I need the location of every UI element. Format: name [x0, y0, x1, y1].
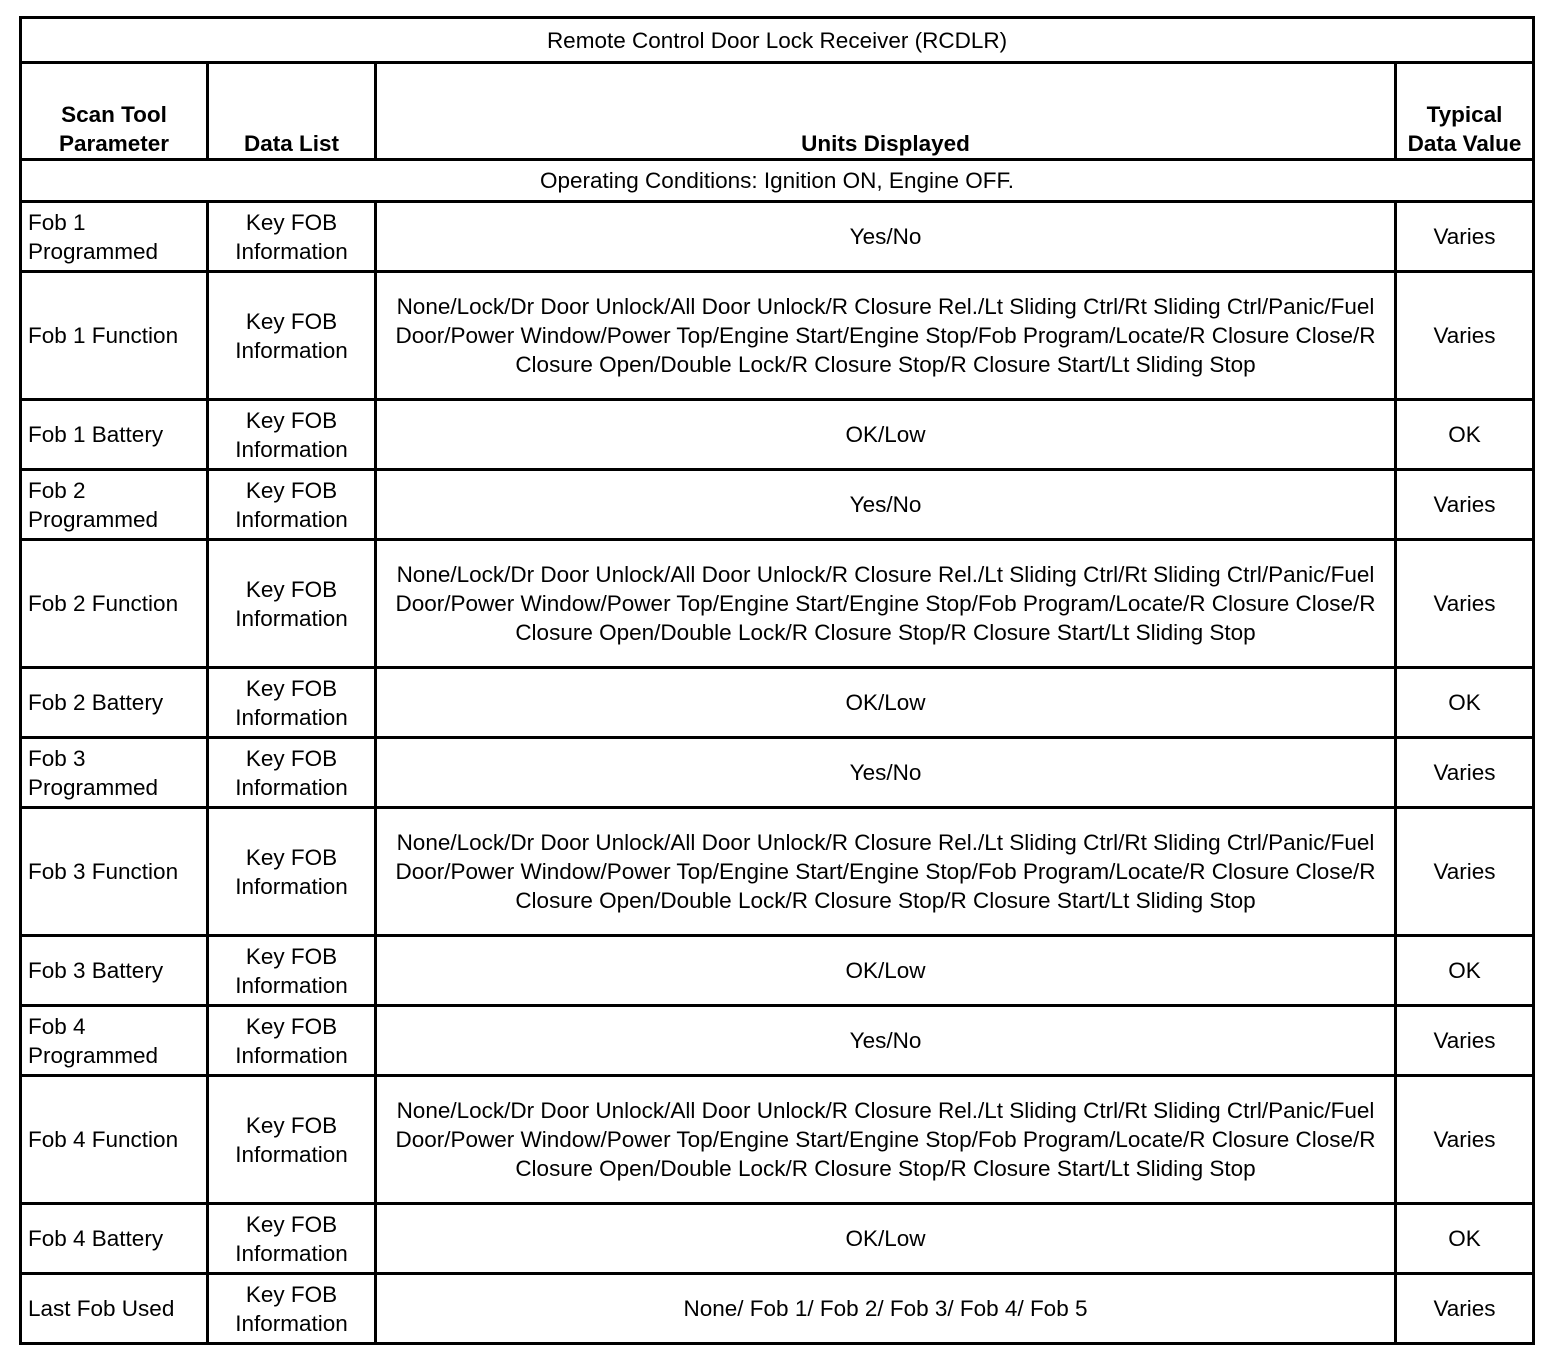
table-row: [21, 400, 1534, 470]
units-cell: None/Lock/Dr Door Unlock/All Door Unlock/R Closure Rel./Lt Sliding Ctrl/Rt Sliding Ctrl/Panic/Fuel Door/Power Window/Power Top/Engine Start/Engine Stop/Fob Program/Locate/R Closure Close/R Closure Open/Double Lock/R Closure Stop/R Closure Start/Lt Sliding Stop: [376, 1076, 1396, 1204]
units-cell: OK/Low: [376, 1204, 1396, 1274]
data-list-cell: Key FOB Information: [208, 668, 376, 738]
table-title: Remote Control Door Lock Receiver (RCDLR): [21, 18, 1534, 63]
data-list-cell: Key FOB Information: [208, 400, 376, 470]
typical-value-cell: Varies: [1396, 808, 1534, 936]
parameter-cell: Fob 2 Programmed: [21, 470, 208, 540]
table-row: [21, 1006, 1534, 1076]
units-cell: None/Lock/Dr Door Unlock/All Door Unlock/R Closure Rel./Lt Sliding Ctrl/Rt Sliding Ctrl/Panic/Fuel Door/Power Window/Power Top/Engine Start/Engine Stop/Fob Program/Locate/R Closure Close/R Closure Open/Double Lock/R Closure Stop/R Closure Start/Lt Sliding Stop: [376, 540, 1396, 668]
typical-value-cell: Varies: [1396, 1274, 1534, 1344]
table-row: [21, 1076, 1534, 1204]
data-list-cell: Key FOB Information: [208, 1006, 376, 1076]
typical-value-cell: Varies: [1396, 272, 1534, 400]
typical-value-cell: OK: [1396, 400, 1534, 470]
data-list-cell: Key FOB Information: [208, 470, 376, 540]
typical-value-cell: OK: [1396, 1204, 1534, 1274]
table-row: [21, 272, 1534, 400]
data-list-cell: Key FOB Information: [208, 540, 376, 668]
data-list-cell: Key FOB Information: [208, 1204, 376, 1274]
table-body: [21, 18, 1534, 1344]
table-row: [21, 202, 1534, 272]
rcdlr-data-table: [19, 16, 1535, 1345]
typical-value-cell: Varies: [1396, 1076, 1534, 1204]
parameter-cell: Fob 4 Battery: [21, 1204, 208, 1274]
parameter-cell: Fob 2 Function: [21, 540, 208, 668]
table-row: [21, 808, 1534, 936]
units-cell: None/ Fob 1/ Fob 2/ Fob 3/ Fob 4/ Fob 5: [376, 1274, 1396, 1344]
table-row: [21, 936, 1534, 1006]
parameter-cell: Fob 3 Battery: [21, 936, 208, 1006]
parameter-cell: Fob 1 Function: [21, 272, 208, 400]
table-row: [21, 540, 1534, 668]
typical-value-cell: Varies: [1396, 1006, 1534, 1076]
data-list-cell: Key FOB Information: [208, 1076, 376, 1204]
units-cell: Yes/No: [376, 1006, 1396, 1076]
units-cell: OK/Low: [376, 400, 1396, 470]
table-row: [21, 668, 1534, 738]
title-row: [21, 18, 1534, 63]
parameter-cell: Fob 3 Function: [21, 808, 208, 936]
table-row: [21, 738, 1534, 808]
typical-value-cell: Varies: [1396, 202, 1534, 272]
parameter-cell: Fob 4 Function: [21, 1076, 208, 1204]
header-data-list: Data List: [208, 63, 376, 160]
data-list-cell: Key FOB Information: [208, 738, 376, 808]
table-row: [21, 1204, 1534, 1274]
operating-conditions: Operating Conditions: Ignition ON, Engine OFF.: [21, 160, 1534, 202]
header-row: [21, 63, 1534, 160]
units-cell: Yes/No: [376, 470, 1396, 540]
units-cell: OK/Low: [376, 936, 1396, 1006]
parameter-cell: Fob 4 Programmed: [21, 1006, 208, 1076]
parameter-cell: Last Fob Used: [21, 1274, 208, 1344]
units-cell: None/Lock/Dr Door Unlock/All Door Unlock/R Closure Rel./Lt Sliding Ctrl/Rt Sliding Ctrl/Panic/Fuel Door/Power Window/Power Top/Engine Start/Engine Stop/Fob Program/Locate/R Closure Close/R Closure Open/Double Lock/R Closure Stop/R Closure Start/Lt Sliding Stop: [376, 272, 1396, 400]
typical-value-cell: Varies: [1396, 540, 1534, 668]
data-list-cell: Key FOB Information: [208, 808, 376, 936]
units-cell: Yes/No: [376, 202, 1396, 272]
data-list-cell: Key FOB Information: [208, 1274, 376, 1344]
data-list-cell: Key FOB Information: [208, 936, 376, 1006]
header-scan-tool-parameter: Scan Tool Parameter: [21, 63, 208, 160]
data-list-cell: Key FOB Information: [208, 272, 376, 400]
units-cell: OK/Low: [376, 668, 1396, 738]
parameter-cell: Fob 2 Battery: [21, 668, 208, 738]
header-typical-data-value: Typical Data Value: [1396, 63, 1534, 160]
units-cell: Yes/No: [376, 738, 1396, 808]
units-cell: None/Lock/Dr Door Unlock/All Door Unlock/R Closure Rel./Lt Sliding Ctrl/Rt Sliding Ctrl/Panic/Fuel Door/Power Window/Power Top/Engine Start/Engine Stop/Fob Program/Locate/R Closure Close/R Closure Open/Double Lock/R Closure Stop/R Closure Start/Lt Sliding Stop: [376, 808, 1396, 936]
table-row: [21, 470, 1534, 540]
parameter-cell: Fob 3 Programmed: [21, 738, 208, 808]
table-row: [21, 1274, 1534, 1344]
parameter-cell: Fob 1 Battery: [21, 400, 208, 470]
operating-conditions-row: [21, 160, 1534, 202]
data-list-cell: Key FOB Information: [208, 202, 376, 272]
typical-value-cell: OK: [1396, 668, 1534, 738]
parameter-cell: Fob 1 Programmed: [21, 202, 208, 272]
typical-value-cell: Varies: [1396, 470, 1534, 540]
header-units-displayed: Units Displayed: [376, 63, 1396, 160]
typical-value-cell: OK: [1396, 936, 1534, 1006]
typical-value-cell: Varies: [1396, 738, 1534, 808]
